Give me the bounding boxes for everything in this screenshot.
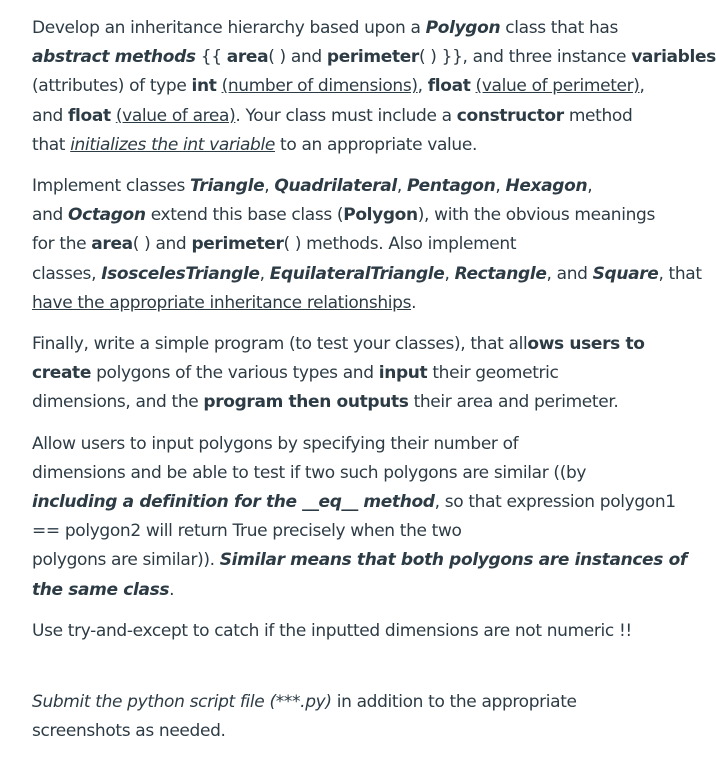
text-line: dimensions and be able to test if two such polygons are similar ((by — [32, 462, 587, 483]
text-line: classes, IsoscelesTriangle, EquilateralTriangle, Rectangle, and Square, that — [32, 263, 702, 284]
text-line: screenshots as needed. — [32, 721, 226, 742]
assignment-instructions — [32, 14, 716, 758]
paragraph-test-program — [32, 330, 663, 418]
spacer — [32, 658, 663, 688]
text-line: the same class. — [32, 579, 175, 600]
paragraph-try-except — [32, 617, 663, 646]
text-line: Use try-and-except to catch if the inputted dimensions are not numeric !! — [32, 620, 632, 641]
text-line: (attributes) of type int (number of dimensions), float (value of perimeter), — [32, 76, 645, 97]
text-line: Allow users to input polygons by specifying their number of — [32, 433, 519, 454]
text-line: including a definition for the __eq__ method, so that expression polygon1 — [32, 492, 676, 513]
text-line: and Octagon extend this base class (Polygon), with the obvious meanings — [32, 205, 655, 226]
text-line: polygons are similar)). Similar means that both polygons are instances of — [32, 550, 687, 571]
text-line: abstract methods {{ area( ) and perimeter( ) }}, and three instance variables — [32, 47, 716, 68]
text-line: Finally, write a simple program (to test your classes), that allows users to — [32, 334, 645, 355]
paragraph-similarity — [32, 430, 687, 605]
paragraph-subclasses — [32, 172, 702, 318]
text-line: Implement classes Triangle, Quadrilateral, Pentagon, Hexagon, — [32, 176, 593, 197]
text-line: that initializes the int variable to an appropriate value. — [32, 134, 477, 155]
paragraph-polygon-class — [32, 14, 716, 160]
paragraph-submission — [32, 688, 663, 746]
text-line: have the appropriate inheritance relationships. — [32, 292, 417, 313]
text-line: create polygons of the various types and input their geometric — [32, 363, 559, 384]
text-line: and float (value of area). Your class must include a constructor method — [32, 105, 633, 126]
text-line: Submit the python script file (***.py) in addition to the appropriate — [32, 692, 577, 713]
text-line: Develop an inheritance hierarchy based upon a Polygon class that has — [32, 18, 618, 38]
text-line: dimensions, and the program then outputs their area and perimeter. — [32, 392, 619, 413]
text-line: == polygon2 will return True precisely when the two — [32, 521, 462, 542]
text-line: for the area( ) and perimeter( ) methods. Also implement — [32, 234, 517, 255]
